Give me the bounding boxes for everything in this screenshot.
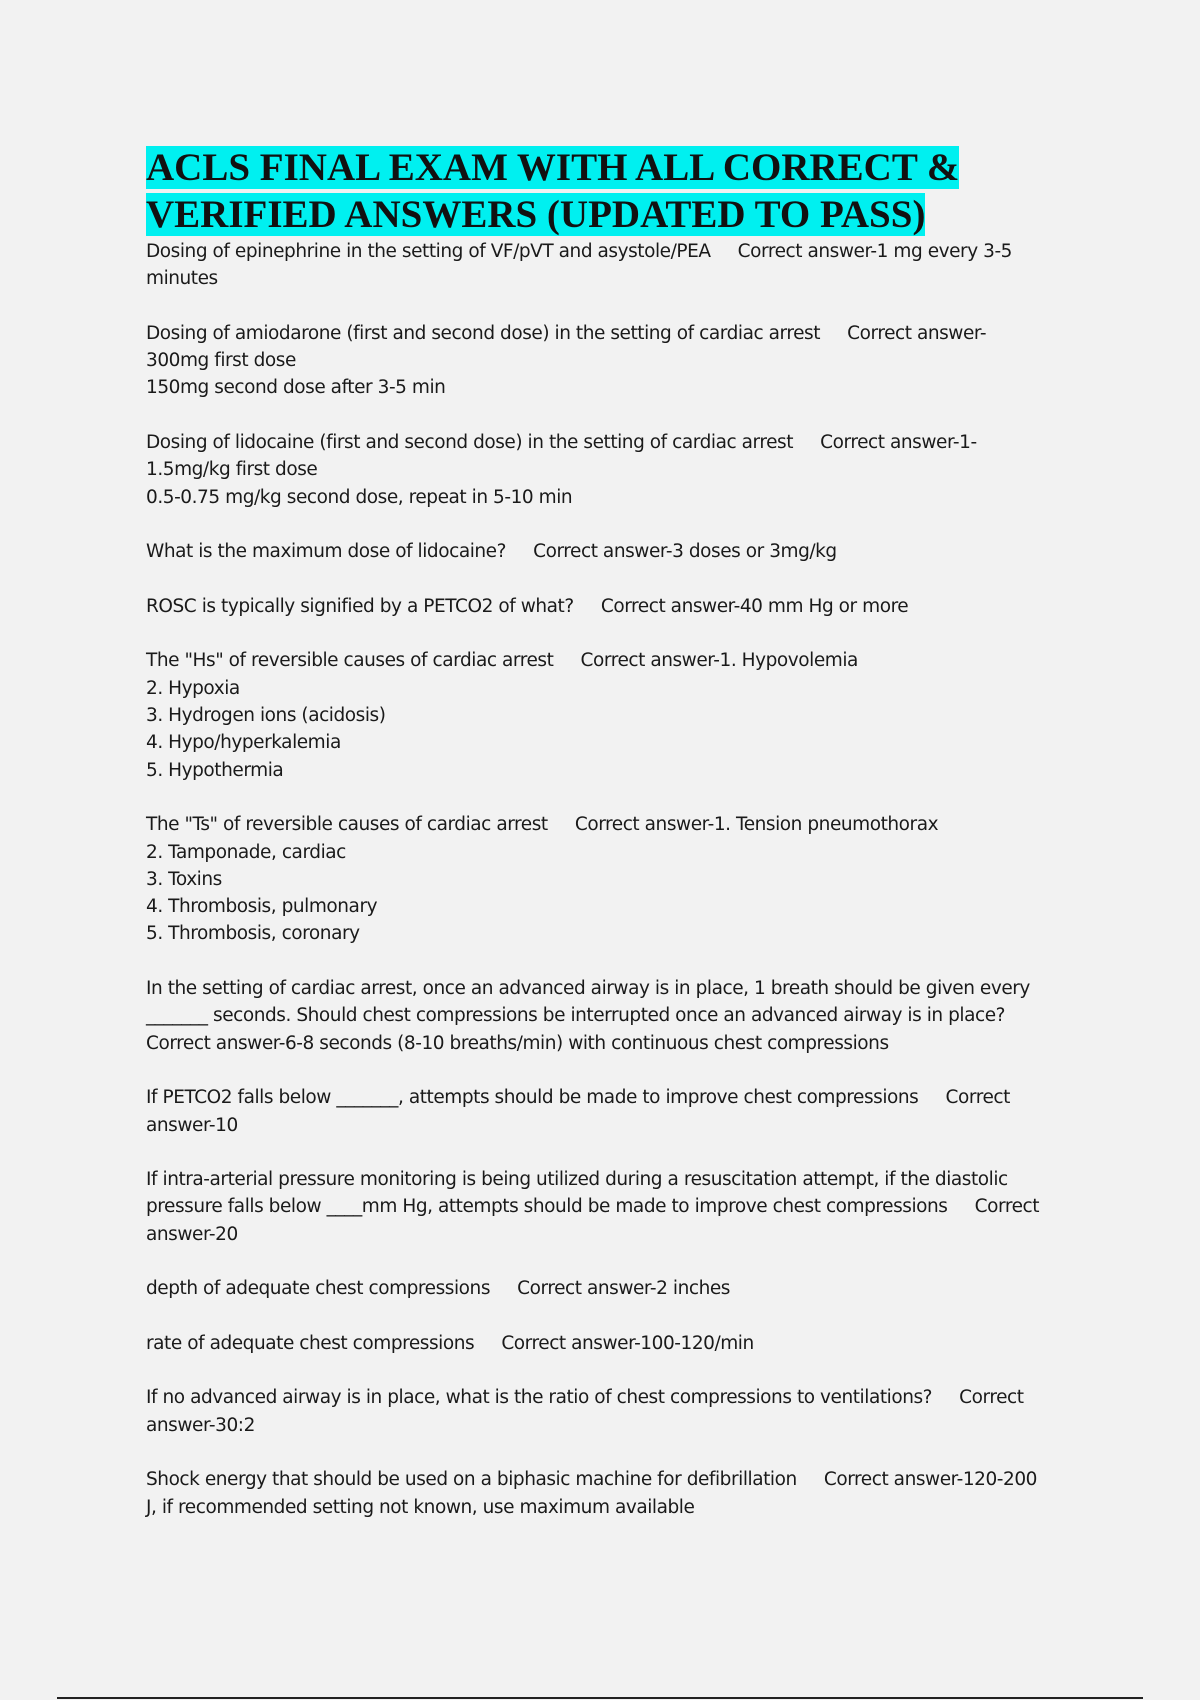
qa-item <box>146 1466 1056 1521</box>
qa-line: If PETCO2 falls below _______, attempts should be made to improve chest compressions Correct <box>146 1087 1010 1109</box>
qa-line: Dosing of amiodarone (first and second dose) in the setting of cardiac arrest Correct answer- <box>146 322 987 344</box>
qa-line: Correct answer-6-8 seconds (8-10 breaths/min) with continuous chest compressions <box>146 1032 889 1054</box>
qa-item <box>146 811 1056 947</box>
document-title <box>146 144 1046 238</box>
qa-item <box>146 647 1056 783</box>
qa-line: answer-10 <box>146 1114 238 1136</box>
qa-line: Shock energy that should be used on a biphasic machine for defibrillation Correct answer-120-200 <box>146 1469 1037 1491</box>
qa-item <box>146 538 1056 565</box>
page-bottom-rule <box>57 1697 1143 1699</box>
qa-line: 150mg second dose after 3-5 min <box>146 377 446 399</box>
qa-line: _______ seconds. Should chest compressions be interrupted once an advanced airway is in place? <box>146 1005 1006 1027</box>
qa-line: 0.5-0.75 mg/kg second dose, repeat in 5-10 min <box>146 486 573 508</box>
title-line-1: ACLS FINAL EXAM WITH ALL CORRECT & <box>146 146 960 189</box>
qa-line: Dosing of lidocaine (first and second dose) in the setting of cardiac arrest Correct answer-1- <box>146 432 977 454</box>
qa-line: In the setting of cardiac arrest, once an advanced airway is in place, 1 breath should be given every <box>146 978 1030 1000</box>
qa-line: What is the maximum dose of lidocaine? Correct answer-3 doses or 3mg/kg <box>146 541 837 563</box>
qa-line: The "Hs" of reversible causes of cardiac arrest Correct answer-1. Hypovolemia <box>146 650 858 672</box>
qa-line: 3. Toxins <box>146 868 222 890</box>
qa-item <box>146 320 1056 402</box>
qa-line: 1.5mg/kg first dose <box>146 459 318 481</box>
qa-line: answer-20 <box>146 1223 238 1245</box>
qa-line: pressure falls below ____mm Hg, attempts should be made to improve chest compressions Correct <box>146 1196 1040 1218</box>
qa-line: answer-30:2 <box>146 1414 255 1436</box>
qa-line: minutes <box>146 268 218 290</box>
qa-line: 3. Hydrogen ions (acidosis) <box>146 705 386 727</box>
qa-line: If intra-arterial pressure monitoring is being utilized during a resuscitation attempt, if the diastolic <box>146 1169 1008 1191</box>
qa-line: 5. Hypothermia <box>146 759 284 781</box>
qa-line: 2. Tamponade, cardiac <box>146 841 346 863</box>
qa-item <box>146 975 1056 1057</box>
qa-item <box>146 1275 1056 1302</box>
qa-item <box>146 593 1056 620</box>
qa-line: If no advanced airway is in place, what is the ratio of chest compressions to ventilations? Correct <box>146 1387 1024 1409</box>
qa-item <box>146 1166 1056 1248</box>
qa-line: 5. Thrombosis, coronary <box>146 923 360 945</box>
qa-item <box>146 1084 1056 1139</box>
qa-line: J, if recommended setting not known, use maximum available <box>146 1496 695 1518</box>
qa-line: ROSC is typically signified by a PETCO2 of what? Correct answer-40 mm Hg or more <box>146 595 909 617</box>
qa-item <box>146 238 1056 293</box>
qa-line: 2. Hypoxia <box>146 677 240 699</box>
qa-item <box>146 429 1056 511</box>
qa-line: rate of adequate chest compressions Correct answer-100-120/min <box>146 1332 754 1354</box>
qa-line: 300mg first dose <box>146 350 296 372</box>
qa-line: The "Ts" of reversible causes of cardiac arrest Correct answer-1. Tension pneumothorax <box>146 814 939 836</box>
qa-item <box>146 1384 1056 1439</box>
qa-line: depth of adequate chest compressions Correct answer-2 inches <box>146 1278 730 1300</box>
qa-line: Dosing of epinephrine in the setting of VF/pVT and asystole/PEA Correct answer-1 mg every 3-5 <box>146 241 1013 262</box>
title-line-2: VERIFIED ANSWERS (UPDATED TO PASS) <box>146 193 926 236</box>
qa-item <box>146 1330 1056 1357</box>
qa-line: 4. Thrombosis, pulmonary <box>146 896 378 918</box>
qa-line: 4. Hypo/hyperkalemia <box>146 732 341 754</box>
qa-list <box>146 238 1056 1548</box>
